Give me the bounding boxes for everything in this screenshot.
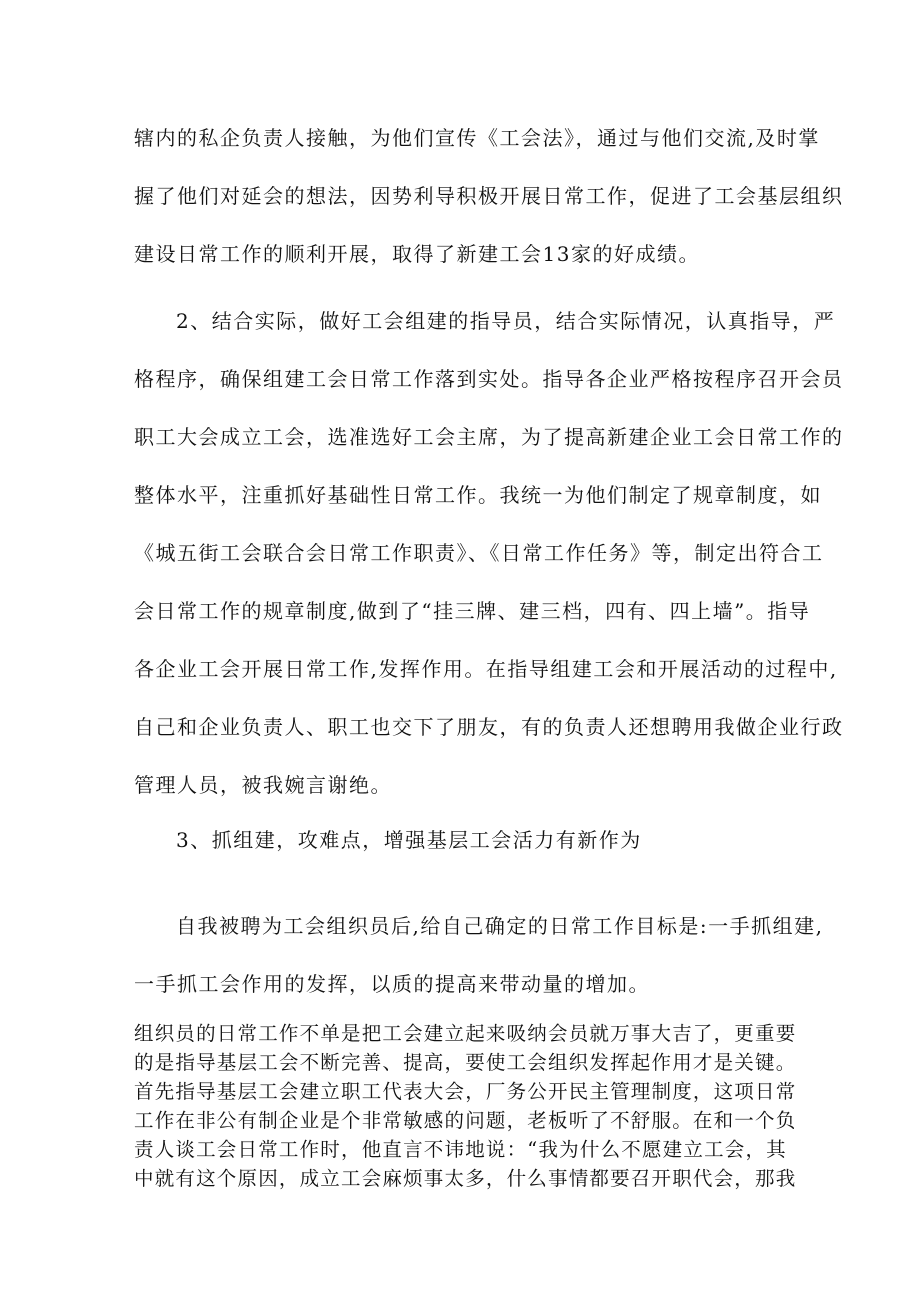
text-line: 握了他们对延会的想法，因势利导积极开展日常工作，促进了工会基层组织 [134, 184, 844, 208]
heading-text: 3、抓组建，攻难点，增强基层工会活力有新作为 [176, 828, 642, 852]
text-line: 自己和企业负责人、职工也交下了朋友，有的负责人还想聘用我做企业行政 [134, 715, 844, 739]
section-heading-3 [134, 811, 794, 869]
text-line: 责人谈工会日常工作时，他直言不讳地说：“我为什么不愿建立工会，其 [134, 1138, 787, 1161]
text-line: 辖内的私企负责人接触，为他们宣传《工会法》，通过与他们交流,及时掌 [134, 126, 820, 150]
text-line: 组织员的日常工作不单是把工会建立起来吸纳会员就万事大吉了，更重要 [134, 1022, 797, 1045]
paragraph-4 [134, 897, 824, 1013]
text-line: 中就有这个原因，成立工会麻烦事太多，什么事情都要召开职代会，那我 [134, 1167, 797, 1190]
text-line: 格程序，确保组建工会日常工作落到实处。指导各企业严格按程序召开会员 [134, 367, 844, 391]
text-line: 2、结合实际，做好工会组建的指导员，结合实际情况，认真指导，严 [176, 309, 836, 333]
paragraph-1 [134, 109, 844, 283]
text-line: 《城五街工会联合会日常工作职责》、《日常工作任务》等，制定出符合工 [134, 541, 824, 565]
text-line: 会日常工作的规章制度,做到了“挂三牌、建三档，四有、四上墙”。指导 [134, 599, 811, 623]
text-line: 建设日常工作的顺利开展，取得了新建工会13家的好成绩。 [134, 242, 700, 266]
text-line: 各企业工会开展日常工作,发挥作用。在指导组建工会和开展活动的过程中, [134, 657, 838, 681]
text-line: 职工大会成立工会，选准选好工会主席，为了提高新建企业工会日常工作的 [134, 425, 844, 449]
text-line: 整体水平，注重抓好基础性日常工作。我统一为他们制定了规章制度，如 [134, 483, 822, 507]
text-line: 工作在非公有制企业是个非常敏感的问题，老板听了不舒服。在和一个负 [134, 1109, 797, 1132]
text-line: 一手抓工会作用的发挥，以质的提高来带动量的增加。 [134, 972, 650, 996]
text-line: 管理人员，被我婉言谢绝。 [134, 773, 392, 797]
text-line: 自我被聘为工会组织员后,给自己确定的日常工作目标是:一手抓组建, [176, 914, 824, 938]
paragraph-2 [134, 292, 844, 814]
text-line: 的是指导基层工会不断完善、提高，要使工会组织发挥起作用才是关键。 [134, 1051, 797, 1074]
paragraph-5 [134, 1019, 797, 1193]
text-line: 首先指导基层工会建立职工代表大会，厂务公开民主管理制度，这项日常 [134, 1080, 797, 1103]
